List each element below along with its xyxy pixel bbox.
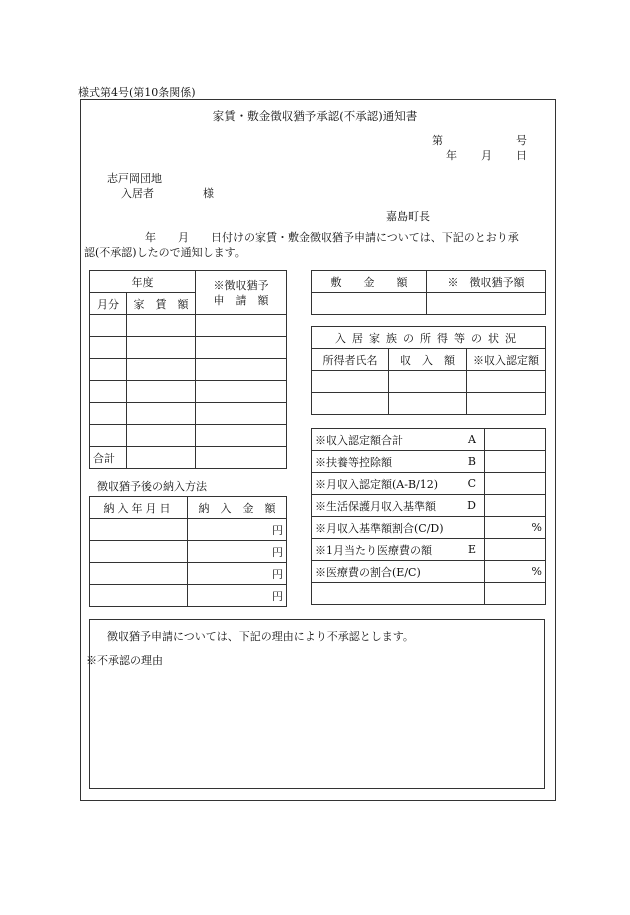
body-text-line1: 年 月 日付けの家賃・敷金徴収猶予申請については、下記のとおり承 [145, 231, 519, 244]
calc-value-cell[interactable] [485, 473, 546, 495]
calc-row [312, 429, 546, 451]
calc-label-cell [312, 429, 485, 451]
rejection-reason-label: ※不承認の理由 [86, 654, 163, 667]
total-row [90, 447, 287, 469]
form-number-label: 様式第4号(第10条関係) [78, 86, 196, 99]
date-month: 月 [481, 149, 492, 162]
calc-label: ※月収入基準額割合(C/D) [315, 521, 444, 535]
yen-unit: 円 [188, 563, 287, 585]
calc-label: ※扶養等控除額 [315, 455, 392, 469]
calc-row [312, 495, 546, 517]
recipient-complex: 志戸岡団地 [107, 172, 162, 185]
payment-section-title: 徴収猶予後の納入方法 [97, 480, 207, 493]
calc-row [312, 473, 546, 495]
deposit-deferral-header: ※ 徴収猶予額 [427, 271, 546, 293]
calc-row [312, 451, 546, 473]
payment-amount-header: 納 入 金 額 [188, 497, 287, 519]
calc-value-cell[interactable] [485, 495, 546, 517]
calc-value-cell[interactable] [485, 539, 546, 561]
recipient-resident: 入居者 [121, 187, 154, 200]
year-header: 年度 [90, 271, 196, 293]
document-title: 家賃・敷金徴収猶予承認(不承認)通知書 [212, 109, 418, 123]
calc-label-cell [312, 561, 485, 583]
income-recognized-header: ※収入認定額 [467, 349, 546, 371]
calc-unit: % [531, 521, 542, 534]
yen-unit: 円 [188, 585, 287, 607]
calc-code: E [467, 543, 476, 556]
calc-code: A [468, 433, 476, 446]
table-row [90, 381, 287, 403]
yen-unit: 円 [188, 541, 287, 563]
yen-unit: 円 [188, 519, 287, 541]
calc-label-cell [312, 451, 485, 473]
month-header: 月分 [90, 293, 127, 315]
calc-code: B [467, 455, 476, 468]
payment-date-header: 納入年月日 [90, 497, 188, 519]
recipient-sama: 様 [203, 187, 214, 200]
calc-label: ※生活保護月収入基準額 [315, 499, 436, 513]
payment-table [89, 496, 287, 607]
rent-header: 家 賃 額 [127, 293, 196, 315]
table-row [312, 393, 546, 415]
table-row [90, 585, 287, 607]
calc-label-cell [312, 539, 485, 561]
rejection-statement: 徴収猶予申請については、下記の理由により不承認とします。 [107, 630, 414, 643]
sender-name: 嘉島町長 [386, 210, 430, 223]
table-row [90, 563, 287, 585]
total-label: 合計 [90, 447, 127, 469]
calc-value-cell[interactable] [485, 429, 546, 451]
income-section-title: 入居家族の所得等の状況 [312, 327, 546, 349]
calc-label-cell [312, 473, 485, 495]
deposit-amount-header: 敷 金 額 [312, 271, 427, 293]
body-text-line2: 認(不承認)したので通知します。 [84, 246, 246, 259]
calculation-table [311, 428, 546, 605]
calc-label-cell [312, 517, 485, 539]
calc-code: C [467, 477, 476, 490]
rejection-box [89, 619, 545, 789]
doc-number-go: 号 [516, 134, 527, 147]
income-amount-header: 収 入 額 [389, 349, 467, 371]
calc-row [312, 561, 546, 583]
table-row [90, 403, 287, 425]
income-table [311, 326, 546, 415]
doc-number-dai: 第 [432, 134, 443, 147]
table-row [90, 315, 287, 337]
application-amount-header [196, 271, 287, 315]
table-row [90, 359, 287, 381]
calc-value-cell[interactable] [485, 561, 546, 583]
calc-label-cell [312, 583, 485, 605]
calc-row [312, 583, 546, 605]
table-row [312, 293, 546, 315]
calc-label: ※収入認定額合計 [315, 433, 403, 447]
table-row [90, 541, 287, 563]
calc-code: D [467, 499, 476, 512]
table-row [90, 425, 287, 447]
calc-label-cell [312, 495, 485, 517]
income-name-header: 所得者氏名 [312, 349, 389, 371]
calc-value-cell[interactable] [485, 517, 546, 539]
deposit-table [311, 270, 546, 315]
calc-value-cell[interactable] [485, 451, 546, 473]
table-row [312, 371, 546, 393]
date-day: 日 [516, 149, 527, 162]
calc-label: ※1月当たり医療費の額 [315, 543, 432, 557]
calc-value-cell[interactable] [485, 583, 546, 605]
application-header-line1: ※徴収猶予 [213, 278, 269, 292]
calc-label: ※月収入認定額(A-B/12) [315, 477, 439, 491]
rent-table [89, 270, 287, 469]
application-header-line2: 申 請 額 [213, 293, 269, 307]
table-row [90, 337, 287, 359]
table-row [90, 519, 287, 541]
calc-label: ※医療費の割合(E/C) [315, 565, 421, 579]
calc-unit: % [531, 565, 542, 578]
calc-row [312, 517, 546, 539]
calc-row [312, 539, 546, 561]
date-year: 年 [446, 149, 457, 162]
